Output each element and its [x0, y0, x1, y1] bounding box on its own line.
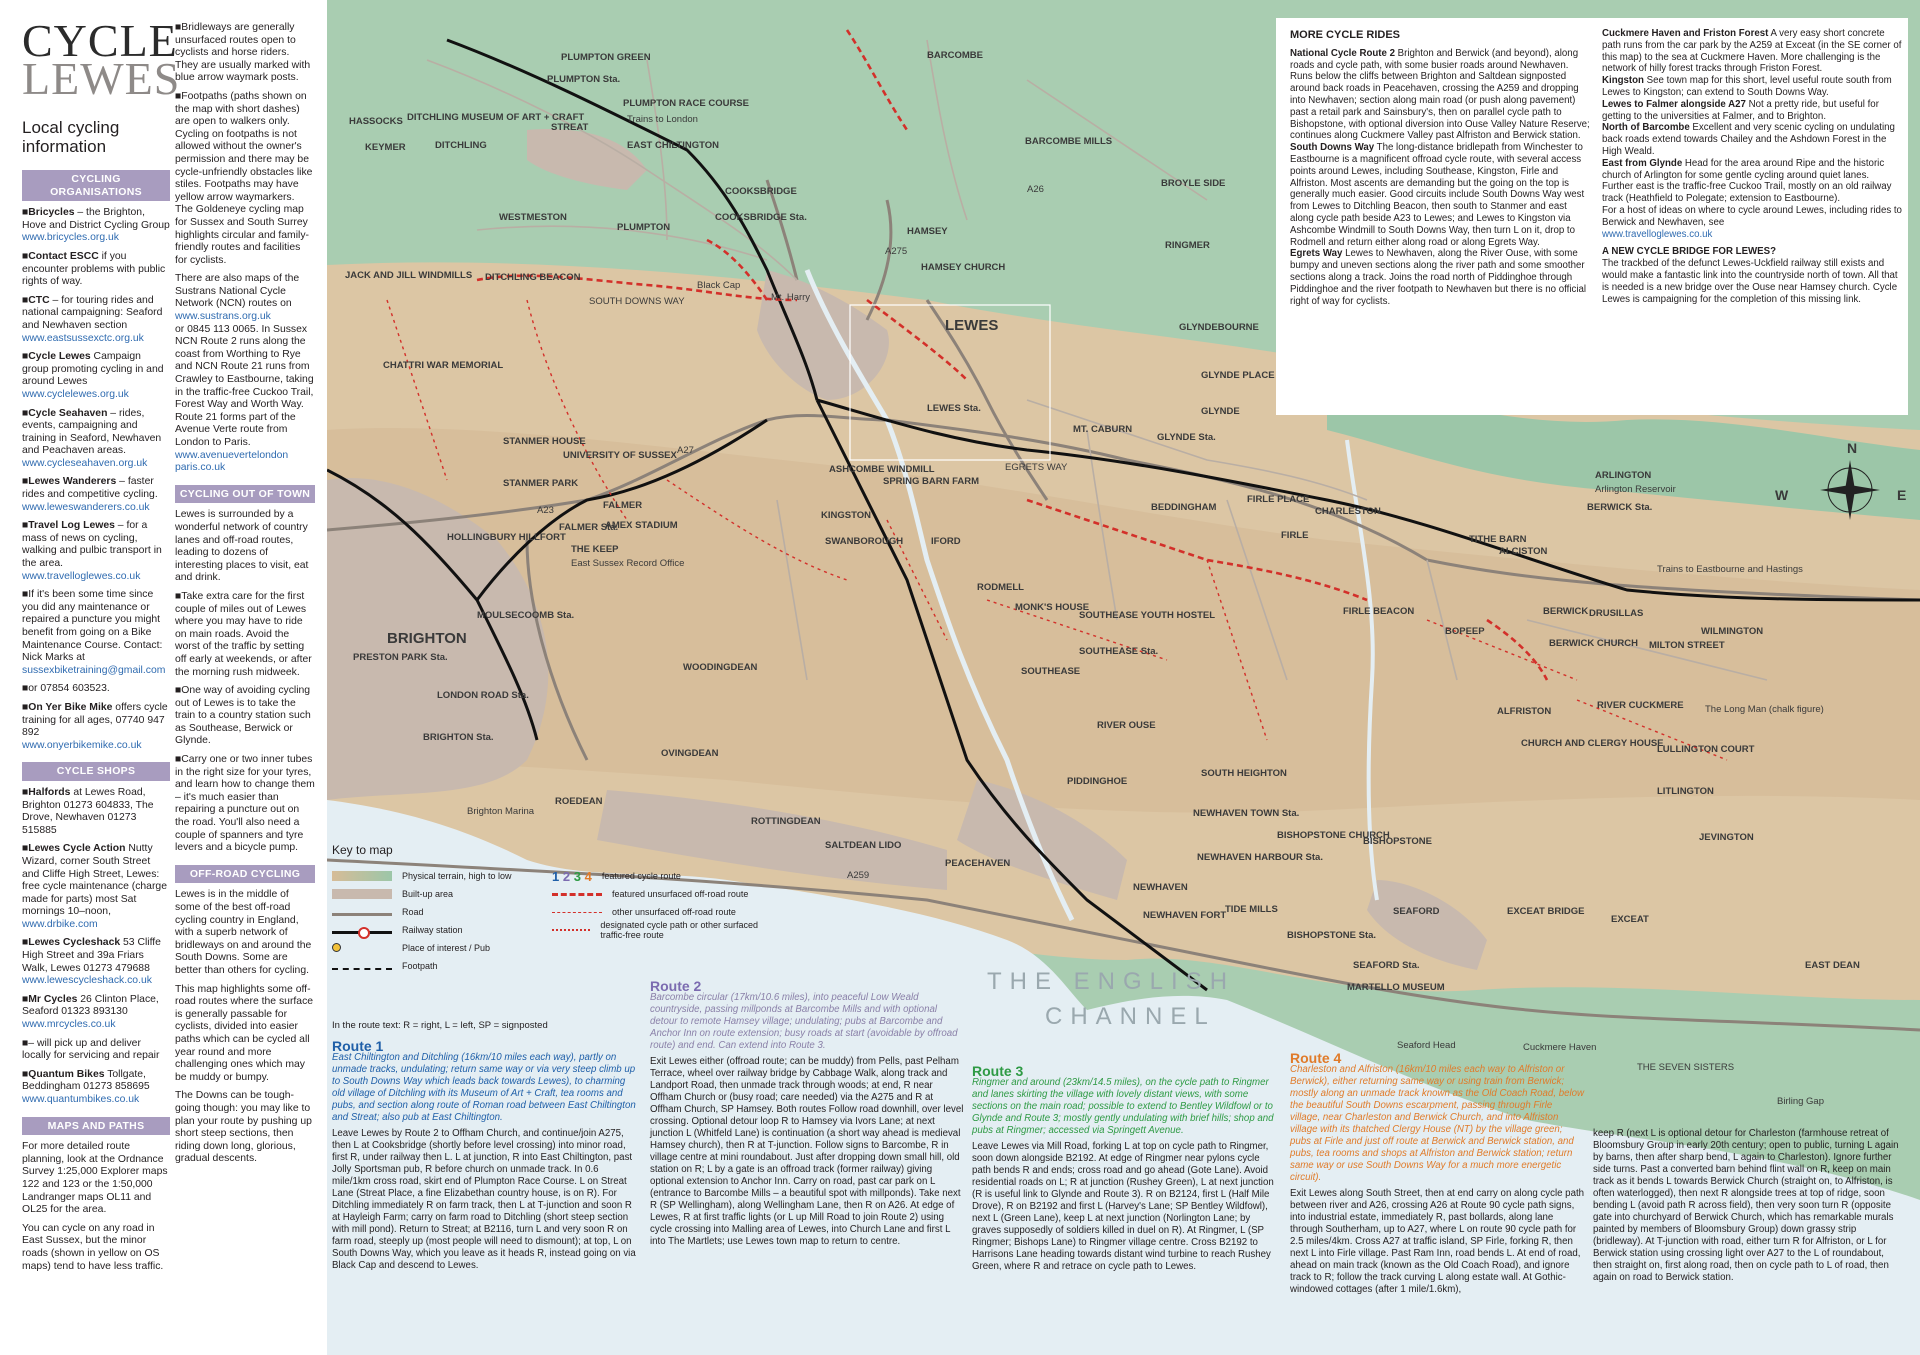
sea-label-line2: CHANNEL	[1045, 1003, 1216, 1030]
place-label-newhaven-town: NEWHAVEN TOWN Sta.	[1193, 808, 1300, 819]
sidebar-column-2	[175, 22, 315, 1172]
sustrans-details: or 0845 113 0065. In Sussex NCN Route 2 runs along the coast from Worthing to Rye and NCN Route 21 runs from Crawley to Eastbourne, taking in the traffic-free Cuckoo Trail, Forest Way and Worth Way. Route 21 forms part of the Avenue Verte route from London to Paris.	[175, 323, 314, 448]
place-label-streat: STREAT	[551, 122, 589, 133]
place-label-church-clergy: CHURCH AND CLERGY HOUSE	[1521, 738, 1664, 749]
route-4-body-2: keep R (next L is optional detour for Charleston (farmhouse retreat of Bloomsbury Group in early 20th century; open to public, turning L again by barns, then after sharp bend, L again to Charleston). Ignore further side turns. Past a converted barn behind flint wall on R, keep on main track as it bends L towards Berwick Church (straight on, to Alfriston, is often waterlogged), then next R alongside trees at top of ridge, soon bending L (avoid path R across field), then very soon turn R (opposite gate into churchyard of Berwick Church, which has remarkable murals painted by members of Bloomsbury Group) down grassy strip (bridleway). At T-junction with road, either turn R for Alfriston, or L for Berwick station using crossing light over A27 to the L of roundabout, then straight on, first along road, then on cycle path to L of road, then again on road to Berwick station.	[1593, 1128, 1899, 1283]
section-header-out-of-town: CYCLING OUT OF TOWN	[175, 485, 315, 504]
organisation-name: ■ Travel Log Lewes	[22, 520, 115, 531]
organisation-name: ■ CTC	[22, 295, 50, 306]
ride-name: Kingston	[1602, 75, 1644, 87]
ride-entry	[1602, 205, 1902, 229]
organisation-item	[22, 476, 170, 514]
place-label-ditchling-museum: DITCHLING MUSEUM OF ART + CRAFT	[407, 112, 585, 123]
place-label-broyle-side: BROYLE SIDE	[1161, 178, 1226, 189]
ride-name: North of Barcombe	[1602, 122, 1690, 134]
route-4-title: Route 4	[1290, 1050, 1342, 1066]
place-label-berwick: BERWICK	[1543, 606, 1589, 617]
place-label-roedean: ROEDEAN	[555, 796, 603, 807]
key-item-label: Footpath	[402, 961, 438, 971]
ride-entry	[1290, 142, 1590, 248]
shop-item	[22, 843, 170, 931]
ride-text: Brighton and Berwick (and beyond), along roads and cycle path, with some busier roads around Newhaven. Runs below the cliffs between Brighton and Saltdean signposted around back roads in Peacehaven, crossing the A259 and dropping into Newhaven; section along main road (or push along pavement) past a retail park and Sainsbury's, then on parallel cycle path to Bishopstone, with optional diversion into Ouse Valley Nature Reserve; continues along Cuckmere Valley past Alfriston and Berwick station.	[1290, 47, 1590, 142]
route-3	[972, 1065, 1277, 1277]
key-item-label: Built-up area	[402, 889, 454, 899]
ride-entry	[1602, 99, 1902, 123]
organisation-text: – faster rides and competitive cycling.	[22, 476, 158, 501]
route-3-intro: Ringmer and around (23km/14.5 miles), on the cycle path to Ringmer and lanes skirting the village with lovely distant views, with some sections on the main road; possible to extend to Bentley Wildfowl or to Glynde and Route 3; mostly gently undulating with brief hills; shop and pubs at Ringmer; accessed via Springett Avenue.	[972, 1077, 1274, 1136]
place-label-moulsecoomb: MOULSECOOMB Sta.	[477, 610, 575, 621]
shops-list	[22, 787, 170, 1107]
place-label-birling-gap: Birling Gap	[1777, 1096, 1824, 1107]
bridge-text: The trackbed of the defunct Lewes-Uckfield railway still exists and would make a fantastic link into the countryside north of town. All that is needed is a new bridge over the Ouse near Hamsey church. Cycle Lewes is campaigning for the completion of this missing link.	[1602, 258, 1898, 305]
shop-item	[22, 1069, 170, 1107]
place-label-glyndebourne: GLYNDEBOURNE	[1179, 322, 1259, 333]
shop-link[interactable]: www.mrcycles.co.uk	[22, 1019, 116, 1031]
place-label-south-heighton: SOUTH HEIGHTON	[1201, 768, 1287, 779]
shop-item	[22, 1038, 170, 1063]
organisation-item	[22, 589, 170, 677]
more-rides-column-1	[1290, 30, 1590, 307]
organisation-name: ■ Bricycles	[22, 207, 75, 218]
ride-text: For a host of ideas on where to cycle around Lewes, including rides to Berwick and Newhaven, see	[1602, 204, 1902, 228]
place-label-exceat-bridge: EXCEAT BRIDGE	[1507, 906, 1585, 917]
organisation-text: – for a mass of news on cycling, walking and pulbic transport in the area.	[22, 520, 162, 570]
place-label-preston-park: PRESTON PARK Sta.	[353, 652, 448, 663]
place-label-newhaven: NEWHAVEN	[1133, 882, 1188, 893]
place-label-firle-place: FIRLE PLACE	[1247, 494, 1310, 505]
place-label-lewes: LEWES	[945, 317, 999, 334]
organisation-item	[22, 351, 170, 401]
organisation-item	[22, 408, 170, 471]
route-1	[332, 1040, 637, 1276]
key-right	[552, 867, 772, 939]
ride-name: Cuckmere Haven and Friston Forest	[1602, 28, 1769, 39]
place-label-charleston: CHARLESTON	[1315, 506, 1381, 517]
sustrans-link[interactable]: www.sustrans.org.uk	[175, 311, 271, 323]
avenue-verte-link[interactable]: www.avenuevertelondon paris.co.uk	[175, 449, 289, 474]
ride-text: Lewes to Newhaven, along the River Ouse, with some bumpy and uneven sections along the river path and some smoother sections along a track. Joins the road north of Piddinghoe through Piddinghoe and the river footpath to Newhaven but there is no official right of way for cyclists.	[1290, 248, 1587, 307]
place-label-beddingham: BEDDINGHAM	[1151, 502, 1217, 513]
place-label-hollingbury: HOLLINGBURY HILLFORT	[447, 532, 566, 543]
ride-text: Excellent and very scenic cycling on undulating back roads extend towards Chailey and the Ashdown Forest in the High Weald.	[1602, 122, 1895, 157]
more-rides-title: MORE CYCLE RIDES	[1290, 29, 1401, 41]
route-3-title: Route 3	[972, 1063, 1024, 1079]
place-label-ditchling-beacon: DITCHLING BEACON	[485, 272, 581, 283]
place-label-berwick-church: BERWICK CHURCH	[1549, 638, 1639, 649]
place-label-brighton-marina: Brighton Marina	[467, 806, 535, 817]
place-label-cooksbridge: COOKSBRIDGE	[725, 186, 797, 197]
place-label-alciston: ALCISTON	[1499, 546, 1548, 557]
maps-text: For more detailed route planning, look at the Ordnance Survey 1:25,000 Explorer maps 122 and 123 or the 1:50,000 Landranger maps OL11 and OL25 for the area.	[22, 1141, 168, 1216]
place-label-falmer: FALMER	[603, 500, 643, 511]
place-label-seaford-head: Seaford Head	[1397, 1040, 1456, 1051]
road-label-a26: A26	[1027, 184, 1044, 195]
place-label-falmer-sta: FALMER Sta.	[559, 522, 619, 533]
key-route-label: featured unsurfaced off-road route	[612, 889, 749, 899]
place-label-firle: FIRLE	[1281, 530, 1309, 541]
ride-text: Head for the area around Ripe and the historic church of Arlington for some gentle cycling around quiet lanes. Further east is the traffic-free Cuckoo Trail, mostly on an old railway track (Heathfield to Polegate; extension to Eastbourne).	[1602, 157, 1892, 205]
more-rides-list-2	[1602, 28, 1902, 240]
place-label-lewes-sta: LEWES Sta.	[927, 403, 981, 414]
shop-name: ■ Lewes Cycleshack	[22, 937, 120, 948]
route-2-intro: Barcombe circular (17km/10.6 miles), into peaceful Low Weald countryside, passing millponds at Barcombe Mills and with optional detour to remote Hamsey village; undulating; pubs at Barcombe and Anchor Inn on route extension; busy roads at start (avoidable by offroad route) and end. Can extend into Route 3.	[650, 992, 958, 1051]
key-item	[332, 903, 552, 921]
organisation-text: offers cycle training for all ages, 07740 947 892	[22, 701, 168, 739]
organisation-item	[22, 702, 170, 752]
more-rides-column-2	[1602, 28, 1902, 305]
place-label-mt-caburn: MT. CABURN	[1073, 424, 1133, 435]
organisation-link[interactable]: www.eastsussexctc.org.uk	[22, 332, 144, 344]
place-label-peacehaven: PEACEHAVEN	[945, 858, 1011, 869]
place-label-the-keep: THE KEEP	[571, 544, 619, 555]
organisation-link[interactable]: www.travelloglewes.co.uk	[22, 570, 141, 582]
organisation-link[interactable]: www.leweswanderers.co.uk	[22, 501, 150, 513]
key-route-label: designated cycle path or other surfaced traffic-free route	[600, 920, 758, 940]
place-label-southease-sta: SOUTHEASE Sta.	[1079, 646, 1159, 657]
shop-link[interactable]: www.quantumbikes.co.uk	[22, 1094, 140, 1105]
place-label-plumpton-sta: PLUMPTON Sta.	[547, 74, 621, 85]
key-item	[332, 885, 552, 903]
place-label-hassocks: HASSOCKS	[349, 116, 403, 127]
place-label-southease: SOUTHEASE	[1021, 666, 1081, 677]
place-label-seven-sisters: THE SEVEN SISTERS	[1637, 1062, 1735, 1073]
route-2-title: Route 2	[650, 978, 702, 994]
organisation-text: if you encounter problems with public rights of way.	[22, 250, 166, 288]
place-label-iford: IFORD	[931, 536, 961, 547]
key-route-label: other unsurfaced off-road route	[612, 907, 736, 917]
organisation-text: – for touring rides and national campaigning: Seaford and Newhaven section	[22, 294, 163, 331]
route-4-body: Exit Lewes along South Street, then at end carry on along cycle path between river and A26, crossing A26 at Route 90 cycle path signs, into industrial estate, immediately R, past bollards, along lane through Southerham, up to A27, where L on route 90 cycle path for 2.5 miles/4km. Cross A27 at traffic island, SP Firle, forking R, then next L into Firle village. Past Ram Inn, road bends L. At end of road, ahead on main track (known as the Old Coach Road), and ignore track to R; follow the track curving L along estate wall. At Gothic-windowed cottages (after 1 mile/1.6km),	[1290, 1188, 1585, 1295]
place-label-brighton: BRIGHTON	[387, 630, 467, 647]
place-label-westmeston: WESTMESTON	[499, 212, 567, 223]
route-4-intro: Charleston and Alfriston (16km/10 miles each way to Alfriston or Berwick), either returning same way or using train from Berwick; mostly along an unmade track known as the Old Coach Road, below the beautiful South Downs escarpment, passing through Firle village, near Charleston and Berwick Church, and into Alfriston village with its thatched Clergy House (NT) by the village green; pubs at Firle and just off route at Berwick and Berwick station, and pubs, tea rooms and shops at Alfriston and Berwick station; return same way or use South Downs Way for a much more energetic circuit).	[1290, 1064, 1585, 1183]
key-route-item	[552, 885, 772, 903]
place-label-martello: MARTELLO MUSEUM	[1347, 982, 1445, 993]
shop-item	[22, 994, 170, 1032]
ride-text: See town map for this short, level useful route south from Lewes to Kingston; can extend to South Downs Way.	[1602, 75, 1892, 98]
place-label-lullington: LULLINGTON COURT	[1657, 744, 1755, 755]
organisation-text: – rides, events, campaigning and training in Seaford, Newhaven and Peachaven areas.	[22, 407, 162, 457]
place-label-saltdean-lido: SALTDEAN LIDO	[825, 840, 902, 851]
organisation-name: ■ Lewes Wanderers	[22, 476, 116, 487]
bridleways-text: ■ Bridleways are generally unsurfaced routes open to cyclists and horse riders. They are usually marked with blue arrow waymark posts.	[175, 22, 315, 85]
place-label-river-ouse: RIVER OUSE	[1097, 720, 1156, 731]
place-label-london-road: LONDON ROAD Sta.	[437, 690, 529, 701]
organisation-name: ■ Cycle Lewes	[22, 351, 91, 362]
place-label-plumpton: PLUMPTON	[617, 222, 671, 233]
place-label-cuckmere-haven: Cuckmere Haven	[1523, 1042, 1597, 1053]
ride-entry	[1602, 122, 1902, 157]
organisations-list	[22, 207, 170, 752]
place-label-cooksbridge-sta: COOKSBRIDGE Sta.	[715, 212, 807, 223]
place-label-barcombe: BARCOMBE	[927, 50, 983, 61]
key-route-item	[552, 921, 772, 939]
place-label-newhaven-fort: NEWHAVEN FORT	[1143, 910, 1227, 921]
key-item-label: Place of interest / Pub	[402, 943, 491, 953]
place-label-arlington-res: Arlington Reservoir	[1595, 484, 1676, 495]
place-label-egrets: EGRETS WAY	[1005, 462, 1068, 473]
shop-item	[22, 787, 170, 837]
place-label-seaford: SEAFORD	[1393, 906, 1440, 917]
organisation-item	[22, 207, 170, 245]
place-label-plumpton-race: PLUMPTON RACE COURSE	[623, 98, 749, 109]
ride-entry	[1290, 248, 1590, 307]
place-label-rodmell: RODMELL	[977, 582, 1024, 593]
route-1-body: Leave Lewes by Route 2 to Offham Church, and continue/join A275, then L at Cooksbridge (shortly before level crossing) into minor road, first R, under railway then L. L at junction, R into East Chiltington, past Jolly Sportsman pub, R before church on unmade track. In 0.6 mile/1km cross road, skirt end of Plumpton Race Course. L on Streat Lane (Streat Place, a fine Elizabethan country house, is on R). For Ditchling immediately R on farm track, then L at T-junction and soon R at Hayleigh Farm; carry on farm road to Ditchling (short steep section with mill pond). Return to Streat; at B2116, turn L and very soon R on farm road, steeply up (most people will need to dismount); at top, L on South Downs Way, which you leave as it heads R, instead going on via Black Cap and descend to Lewes.	[332, 1128, 636, 1271]
off-road-text-3: The Downs can be tough-going though: you may like to plan your route by pushing up short steep sections, then riding down long, glorious, gradual descents.	[175, 1090, 312, 1165]
place-label-keep-sub: East Sussex Record Office	[571, 558, 685, 569]
organisation-item	[22, 295, 170, 345]
maps-text-2: You can cycle on any road in East Sussex, but the minor roads (shown in yellow on OS maps) tend to have less traffic.	[22, 1222, 164, 1272]
key-item-label: Railway station	[402, 925, 463, 935]
compass-e: E	[1897, 487, 1907, 503]
section-header-shops: CYCLE SHOPS	[22, 762, 170, 781]
place-label-river-cuckmere: RIVER CUCKMERE	[1597, 700, 1684, 711]
place-label-bishopstone-sta: BISHOPSTONE Sta.	[1287, 930, 1377, 941]
organisation-name: ■ Contact ESCC	[22, 251, 99, 262]
organisation-link[interactable]: www.cyclelewes.org.uk	[22, 388, 129, 400]
place-label-east-dean: EAST DEAN	[1805, 960, 1860, 971]
place-label-newhaven-harbour: NEWHAVEN HARBOUR Sta.	[1197, 852, 1323, 863]
place-label-spring-barn: SPRING BARN FARM	[883, 476, 980, 487]
ride-text: The long-distance bridlepath from Winchester to Eastbourne is a magnificent offroad cycle route, with several access points around Lewes, including Southease, Kingston, Firle and Alfriston. Most ascents are demanding but the going on the top is generally much easier. Good circuits include South Downs Way west from Lewes to Ditchling Beacon, then south to Stanmer and east along cycle path beside A23 to Lewes; and Lewes to Kingston via Ashcombe Windmill to South Downs Way, then turn L on it, drop to Rodmell and return either along road or along Egrets Way.	[1290, 142, 1585, 248]
ride-name: Egrets Way	[1290, 248, 1343, 260]
route-text-note: In the route text: R = right, L = left, SP = signposted	[332, 1020, 548, 1031]
place-label-long-man: The Long Man (chalk figure)	[1705, 704, 1824, 715]
place-label-kingston: KINGSTON	[821, 510, 871, 521]
train-tip-text: ■ One way of avoiding cycling out of Lewes is to take the train to a country station such as Southease, Berwick or Glynde.	[175, 685, 315, 748]
place-label-trains-east: Trains to Eastbourne and Hastings	[1657, 564, 1803, 575]
organisation-text: – the Brighton, Hove and District Cycling Group	[22, 207, 170, 231]
shop-name: ■ Mr Cycles	[22, 994, 77, 1005]
place-label-brighton-sta: BRIGHTON Sta.	[423, 732, 494, 743]
extra-care-text: ■ Take extra care for the first couple of miles out of Lewes where you may have to ride on main roads. Avoid the worst of the traffic by setting off early at weekends, or after the morning rush midweek.	[175, 591, 315, 679]
ride-name: Lewes to Falmer alongside A27	[1602, 98, 1746, 110]
cycle-lewes-logo	[22, 15, 181, 104]
road-label-a275: A275	[885, 246, 908, 257]
organisation-text: ■ If it's been some time since you did any maintenance or repaired a puncture you might benefit from going on a Bike Maintenance Course. Contact: Nick Marks at	[22, 589, 162, 663]
shop-item	[22, 937, 170, 987]
place-label-alfriston: ALFRISTON	[1497, 706, 1552, 717]
place-label-plumpton-green: PLUMPTON GREEN	[561, 52, 651, 63]
sidebar-column-1	[22, 15, 181, 1279]
footpaths-text: ■ Footpaths (paths shown on the map with short dashes) are open to walkers only. Cycling on footpaths is not allowed without the owner's permission and there may be cycle-unfriendly obstacles like stiles. Footpaths may have yellow arrow waymarkers. The Goldeneye cycling map for Sussex and South Surrey highlights circular and family-friendly routes and facilities for cyclists.	[175, 91, 315, 267]
shop-text: ■ – will pick up and deliver locally for servicing and repair	[22, 1038, 159, 1062]
organisation-link[interactable]: www.cycleseahaven.org.uk	[22, 457, 148, 469]
organisation-text: ■ or 07854 603523.	[22, 683, 110, 694]
place-label-monks-house: MONK'S HOUSE	[1015, 602, 1090, 613]
place-label-tithe-barn: TITHE BARN	[1469, 534, 1527, 545]
key-title: Key to map	[332, 843, 393, 857]
off-road-text-2: This map highlights some off-road routes where the surface is generally passable for cyclists, divided into easier paths which can be cycled all year round and more challenging ones which may be muddy or bumpy.	[175, 983, 314, 1083]
place-label-sdw1: SOUTH DOWNS WAY	[589, 296, 685, 307]
place-label-seaford-sta: SEAFORD Sta.	[1353, 960, 1420, 971]
place-label-bishopstone: BISHOPSTONE	[1363, 836, 1432, 847]
place-label-rottingdean: ROTTINGDEAN	[751, 816, 821, 827]
key-item	[332, 921, 552, 939]
organisation-link[interactable]: www.bricycles.org.uk	[22, 232, 120, 244]
page-subtitle: Local cycling information	[22, 118, 120, 156]
ride-entry	[1602, 28, 1902, 75]
route-4-continued	[1593, 1128, 1903, 1288]
compass-n: N	[1847, 440, 1858, 456]
place-label-firle-beacon: FIRLE BEACON	[1343, 606, 1415, 617]
place-label-hamsey-church: HAMSEY CHURCH	[921, 262, 1006, 273]
place-label-glynde-sta: GLYNDE Sta.	[1157, 432, 1216, 443]
bridge-title	[1602, 246, 1902, 258]
place-label-trains-london: Trains to London	[627, 114, 698, 125]
bridge-title-text: A NEW CYCLE BRIDGE FOR LEWES?	[1602, 246, 1777, 258]
place-label-amex: AMEX STADIUM	[605, 520, 678, 531]
place-label-jack-jill: JACK AND JILL WINDMILLS	[345, 270, 473, 281]
place-label-drusillas: DRUSILLAS	[1589, 608, 1644, 619]
key-left	[332, 867, 552, 975]
place-label-stanmer-house: STANMER HOUSE	[503, 436, 586, 447]
place-label-barcombe-mills: BARCOMBE MILLS	[1025, 136, 1113, 147]
organisation-name: ■ Cycle Seahaven	[22, 408, 107, 419]
shop-link[interactable]: www.lewescycleshack.co.uk	[22, 975, 152, 987]
route-2	[650, 980, 965, 1252]
key-item	[332, 867, 552, 885]
shop-name: ■ Halfords	[22, 787, 70, 798]
ride-text: Not a pretty ride, but useful for getting to the universities at Falmer, and to Brighton.	[1602, 98, 1879, 122]
more-rides-list-1	[1290, 48, 1590, 308]
place-label-ditchling: DITCHLING	[435, 140, 487, 151]
ride-name: East from Glynde	[1602, 157, 1683, 169]
place-label-black-cap: Black Cap	[697, 280, 741, 291]
ride-entry	[1602, 229, 1902, 241]
ride-entry	[1602, 158, 1902, 205]
place-label-uni-sussex: UNIVERSITY OF SUSSEX	[563, 450, 677, 461]
place-label-litlington: LITLINGTON	[1657, 786, 1714, 797]
place-label-milton-street: MILTON STREET	[1649, 640, 1725, 651]
place-label-ashcombe: ASHCOMBE WINDMILL	[829, 464, 935, 475]
shop-name: ■ Lewes Cycle Action	[22, 843, 126, 854]
shop-text: Nutty Wizard, corner South Street and Cliffe High Street, Lewes: free cycle maintenance (charge made for parts) most Sat mornings 10–noon,	[22, 843, 167, 918]
ride-text[interactable]: www.travelloglewes.co.uk	[1602, 228, 1713, 240]
organisation-item	[22, 683, 170, 696]
organisation-item	[22, 251, 170, 289]
route-2-body: Exit Lewes either (offroad route; can be muddy) from Pells, past Pelham Terrace, wheel over railway bridge by Cabbage Walk, along track and Landport Road, then unmade track through woods; at end, R near Offham Church or (busy road; care needed) via the A275 and R at Offham Church, SP Hamsey. Both routes Follow road downhill, over level crossing. Optional detour loop R to Hamsey via Ivors Lane; at next junction L (Whitfeld Lane) is continuation (a short way ahead is medieval Hamsey church), then R at T-junction. Follow signs to Barcombe, R in village centre at mini roundabout. Just after dropping down small hill, old station on R; L by a gate is an offroad track (former railway) giving optional extension to Anchor Inn. Carry on road, past car park on L (entrance to Barcombe Mills – a beautiful spot with millponds). Take next R (SP Wellingham), along Wellingham Lane, then R on A26. At edge of Lewes, R at first traffic lights (or L up Mill Road to join Route 2) using cycle crossing into Malling area of Lewes, into Church Lane and first L into The Martlets; use Lewes town map to return to centre.	[650, 1056, 964, 1247]
place-label-southease-yh: SOUTHEASE YOUTH HOSTEL	[1079, 610, 1216, 621]
place-label-mt-harry: Mt. Harry	[771, 292, 811, 303]
key-item	[332, 957, 552, 975]
ride-entry	[1290, 48, 1590, 142]
logo-line-2: LEWES	[22, 53, 181, 104]
place-label-wilmington: WILMINGTON	[1701, 626, 1764, 637]
organisation-item	[22, 520, 170, 583]
shop-name: ■ Quantum Bikes	[22, 1069, 105, 1080]
place-label-east-chiltington: EAST CHILTINGTON	[627, 140, 720, 151]
place-label-exceat: EXCEAT	[1611, 914, 1649, 925]
section-header-maps: MAPS AND PATHS	[22, 1117, 170, 1136]
place-label-stanmer-park: STANMER PARK	[503, 478, 579, 489]
more-cycle-rides-panel	[1276, 18, 1908, 415]
ride-text: A very easy short concrete path runs from the car park by the A259 at Exceat (in the SE corner of this map) to the sea at Cuckmere Haven. More challenging is the network of hilly forest tracks through Friston Forest.	[1602, 28, 1902, 75]
out-of-town-text: Lewes is surrounded by a wonderful network of country lanes and off-road routes, leading to dozens of interesting places to visit, eat and drink.	[175, 509, 309, 584]
sustrans-intro: There are also maps of the Sustrans National Cycle Network (NCN) routes on	[175, 273, 300, 310]
place-label-arlington: ARLINGTON	[1595, 470, 1652, 481]
shop-text: at Lewes Road, Brighton 01273 604833, The Drove, Newhaven 01273 515885	[22, 786, 154, 836]
route-4	[1290, 1052, 1585, 1300]
section-header-off-road: OFF-ROAD CYCLING	[175, 865, 315, 884]
place-label-keymer: KEYMER	[365, 142, 406, 153]
route-1-intro: East Chiltington and Ditchling (16km/10 miles each way), partly on unmade tracks, undulating; return same way or via very steep climb up to South Downs Way which leads back towards Lewes), to charming old village of Ditchling with its Museum of Art + Craft, tea rooms and pubs, and section along route of Roman road between East Chiltington and Streat; also pub at East Chiltington.	[332, 1052, 636, 1123]
inner-tube-text: ■ Carry one or two inner tubes in the right size for your tyres, and learn how to change them – it's much easier than repairing a puncture out on the road. You'll also need a couple of spanners and tyre levers and a bicycle pump.	[175, 754, 315, 855]
place-label-berwick-sta: BERWICK Sta.	[1587, 502, 1653, 513]
shop-text: 26 Clinton Place, Seaford 01323 893130	[22, 993, 159, 1018]
place-label-bishopstone-church: BISHOPSTONE CHURCH	[1277, 830, 1390, 841]
off-road-text-1: Lewes is in the middle of some of the best off-road cycling country in England, with a superb network of bridleways on and around the South Downs. Some are better than others for cycling.	[175, 889, 312, 976]
road-label-a27: A27	[677, 445, 694, 456]
place-label-glynde: GLYNDE	[1201, 406, 1240, 417]
sustrans-text	[175, 273, 315, 475]
place-label-ringmer: RINGMER	[1165, 240, 1210, 251]
shop-link[interactable]: www.drbike.com	[22, 918, 98, 930]
route-1-title: Route 1	[332, 1038, 384, 1054]
ride-name: South Downs Way	[1290, 142, 1375, 154]
route-3-body: Leave Lewes via Mill Road, forking L at top on cycle path to Ringmer, soon down alongside B2192. At edge of Ringmer near pylons cycle path bends R and ends; cross road and go ahead (Gote Lane). Avoid residential roads on L; R at junction (Rushey Green), L at next junction (R is useful link to Glynde and Route 3). R on B2124, first L (Half Mile Drove), R on B2192 and first L (Harvey's Lane; SP Bentley Wildfowl), next L (Green Lane), keep L at next junction (Norlington Lane; by graves supposedly of soldiers killed in duel on R). At Ringmer, L (SP Ringmer; Bishops Lane) to Ringmer village centre. Cross B2192 to Harrisons Lane heading towards distant wind turbine to reach Rushey Green, where R and retrace on cycle path to Lewes.	[972, 1141, 1274, 1272]
place-label-hamsey: HAMSEY	[907, 226, 948, 237]
key-item	[332, 939, 552, 957]
key-item-label: Road	[402, 907, 424, 917]
key-route-item: 1 2 3 4 featured cycle route	[552, 868, 681, 884]
key-route-item	[552, 903, 772, 921]
road-label-a259: A259	[847, 870, 870, 881]
compass-w: W	[1775, 487, 1789, 503]
sea-label-line1: THE ENGLISH	[987, 968, 1236, 995]
organisation-text: Campaign group promoting cycling in and around Lewes	[22, 351, 164, 388]
logo-line-1: CYCLE	[22, 15, 178, 66]
key-item-label: Physical terrain, high to low	[402, 871, 512, 881]
road-label-a23: A23	[537, 505, 554, 516]
key-route-label: featured cycle route	[601, 871, 681, 881]
section-header-organisations: CYCLING ORGANISATIONS	[22, 170, 170, 201]
place-label-tide-mills: TIDE MILLS	[1225, 904, 1278, 915]
shop-text: 53 Cliffe High Street and 39a Friars Walk, Lewes 01273 479688	[22, 937, 161, 974]
place-label-swanborough: SWANBOROUGH	[825, 536, 904, 547]
info-sidebar	[0, 0, 327, 1355]
ride-name: National Cycle Route 2	[1290, 47, 1395, 59]
place-label-glynde-place: GLYNDE PLACE	[1201, 370, 1275, 381]
place-label-piddinghoe: PIDDINGHOE	[1067, 776, 1128, 787]
ride-entry	[1602, 75, 1902, 99]
organisation-link[interactable]: www.onyerbikemike.co.uk	[22, 739, 142, 751]
shop-text: Tollgate, Beddingham 01273 858695	[22, 1068, 150, 1093]
organisation-link[interactable]: sussexbiketraining@gmail.com	[22, 664, 166, 676]
place-label-woodingdean: WOODINGDEAN	[683, 662, 758, 673]
place-label-chattri: CHATTRI WAR MEMORIAL	[383, 360, 504, 371]
place-label-bopeep: BOPEEP	[1445, 626, 1485, 637]
place-label-ovingdean: OVINGDEAN	[661, 748, 719, 759]
place-label-jevington: JEVINGTON	[1699, 832, 1754, 843]
organisation-name: ■ On Yer Bike Mike	[22, 702, 112, 713]
